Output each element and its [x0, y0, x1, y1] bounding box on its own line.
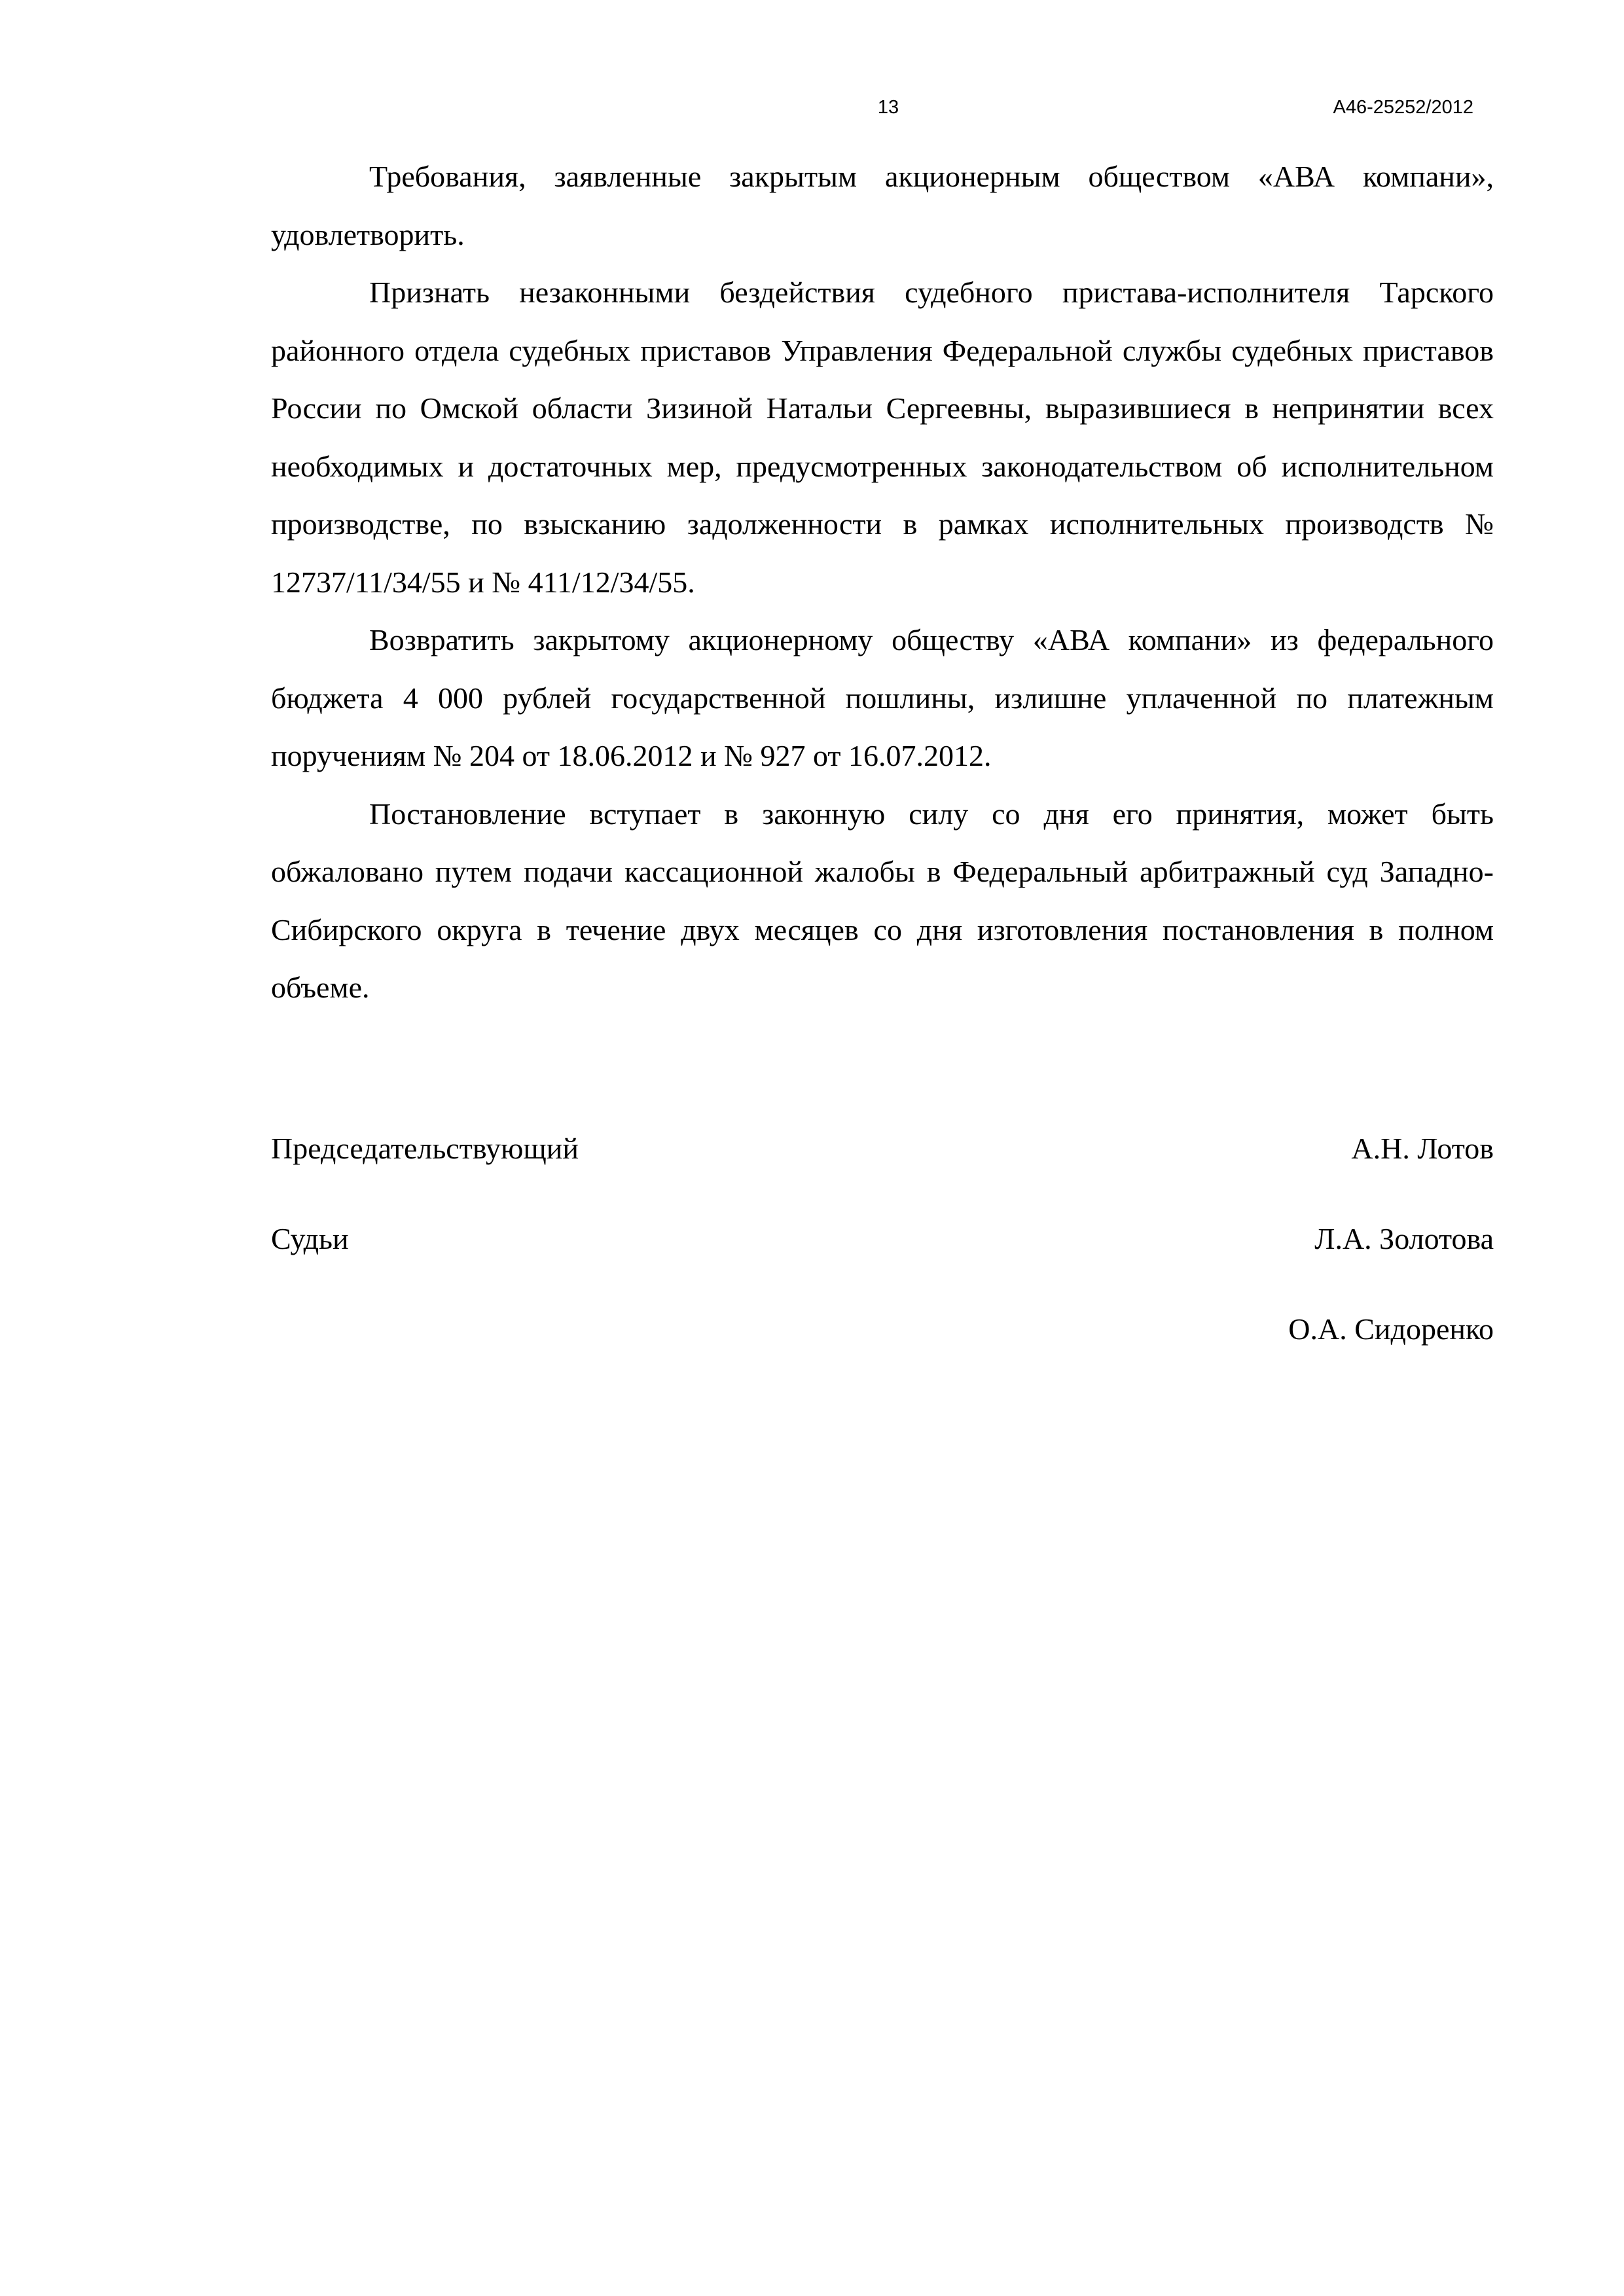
document-body [271, 148, 1494, 1017]
presiding-judge-name: А.Н. Лотов [1351, 1132, 1494, 1165]
signature-row-presiding [271, 1131, 1494, 1221]
signature-block [271, 1131, 1494, 1402]
paragraph-inaction-unlawful: Признать незаконными бездействия судебного пристава-исполнителя Тарского районного отдела судебных приставов Управления Федеральной службы судебных приставов России по Омской области Зизиной Натальи Сергеевны, выразившиеся в непринятии всех необходимых и достаточных мер, предусмотренных законодательством об исполнительном производстве, по взысканию задолженности в рамках исполнительных производств № 12737/11/34/55 и № 411/12/34/55. [271, 276, 1494, 599]
judge-name-2: О.А. Сидоренко [1288, 1312, 1494, 1346]
paragraph-duty-refund: Возвратить закрытому акционерному обществу «АВА компани» из федерального бюджета 4 000 рублей государственной пошлины, излишне уплаченной по платежным поручениям № 204 от 18.06.2012 и № 927 от 16.07.2012. [271, 623, 1494, 772]
signature-row-judges [271, 1221, 1494, 1312]
presiding-judge-label: Председательствующий [271, 1132, 579, 1165]
judges-label: Судьи [271, 1222, 349, 1255]
signature-row-judge-2 [271, 1312, 1494, 1402]
paragraph-entry-into-force: Постановление вступает в законную силу со дня его принятия, может быть обжаловано путем подачи кассационной жалобы в Федеральный арбитражный суд Западно-Сибирского округа в течение двух месяцев со дня изготовления постановления в полном объеме. [271, 797, 1494, 1004]
paragraph-claims-satisfied: Требования, заявленные закрытым акционерным обществом «АВА компани», удовлетворить. [271, 160, 1494, 251]
page-header [0, 97, 1624, 130]
page-number: 13 [877, 97, 899, 118]
case-number: А46-25252/2012 [1333, 97, 1473, 118]
judge-name-1: Л.А. Золотова [1314, 1222, 1494, 1255]
